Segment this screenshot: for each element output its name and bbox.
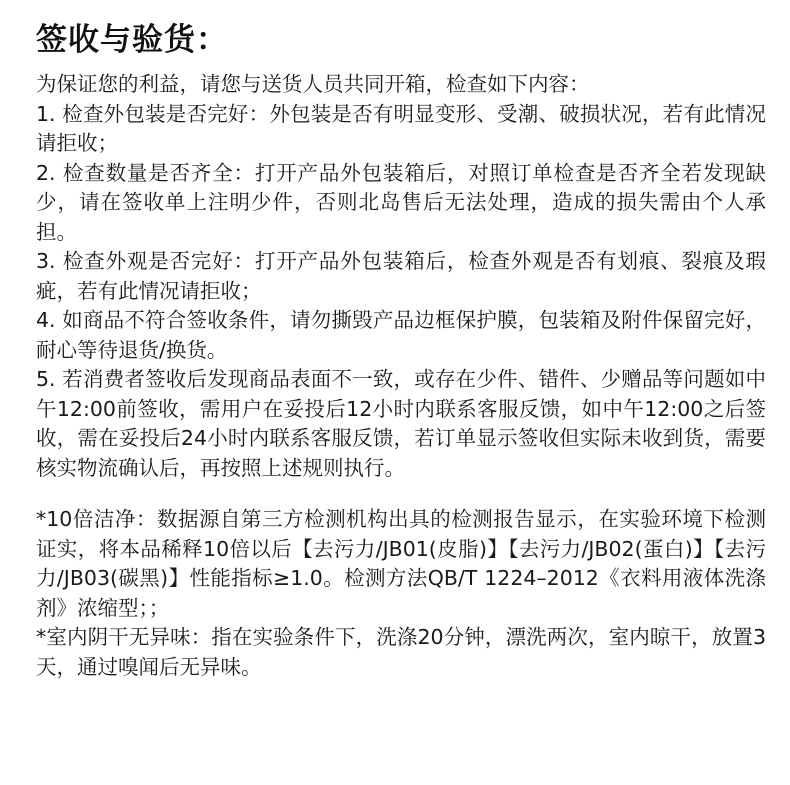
page-title: 签收与验货： (36, 22, 228, 58)
note-clean-10x: *10倍洁净：数据源自第三方检测机构出具的检测报告显示，在实验环境下检测证实，将本品稀释10倍以后【去污力/JB01(皮脂)】【去污力/JB02(蛋白)】【去污力/JB03(碳黑)】性能指标≥1.0。检测方法QB/T 1224–2012《衣料用液体洗涤剂》浓缩型；； (36, 507, 766, 620)
sign-check-section (36, 70, 766, 483)
check-item-1: 1. 检查外包装是否完好：外包装是否有明显变形、受潮、破损状况，若有此情况请拒收； (36, 101, 766, 155)
intro-paragraph: 为保证您的利益，请您与送货人员共同开箱，检查如下内容： (36, 72, 590, 96)
document-page (36, 20, 766, 682)
check-item-2: 2. 检查数量是否齐全：打开产品外包装箱后，对照订单检查是否齐全若发现缺少，请在签收单上注明少件，否则北岛售后无法处理，造成的损失需由个人承担。 (36, 160, 766, 244)
notes-section (36, 505, 766, 682)
check-item-3: 3. 检查外观是否完好：打开产品外包装箱后，检查外观是否有划痕、裂痕及瑕疵，若有此情况请拒收； (36, 249, 766, 303)
check-item-4: 4. 如商品不符合签收条件，请勿撕毁产品边框保护膜，包装箱及附件保留完好，耐心等待退货/换货。 (36, 308, 766, 362)
note-indoor-dry: *室内阴干无异味：指在实验条件下，洗涤20分钟，漂洗两次，室内晾干，放置3天，通过嗅闻后无异味。 (36, 625, 766, 679)
section-spacer (36, 483, 766, 505)
check-item-5: 5. 若消费者签收后发现商品表面不一致，或存在少件、错件、少赠品等问题如中午12:00前签收，需用户在妥投后12小时内联系客服反馈，如中午12:00之后签收，需在妥投后24小时内联系客服反馈，若订单显示签收但实际未收到货，需要核实物流确认后，再按照上述规则执行。 (36, 367, 766, 480)
